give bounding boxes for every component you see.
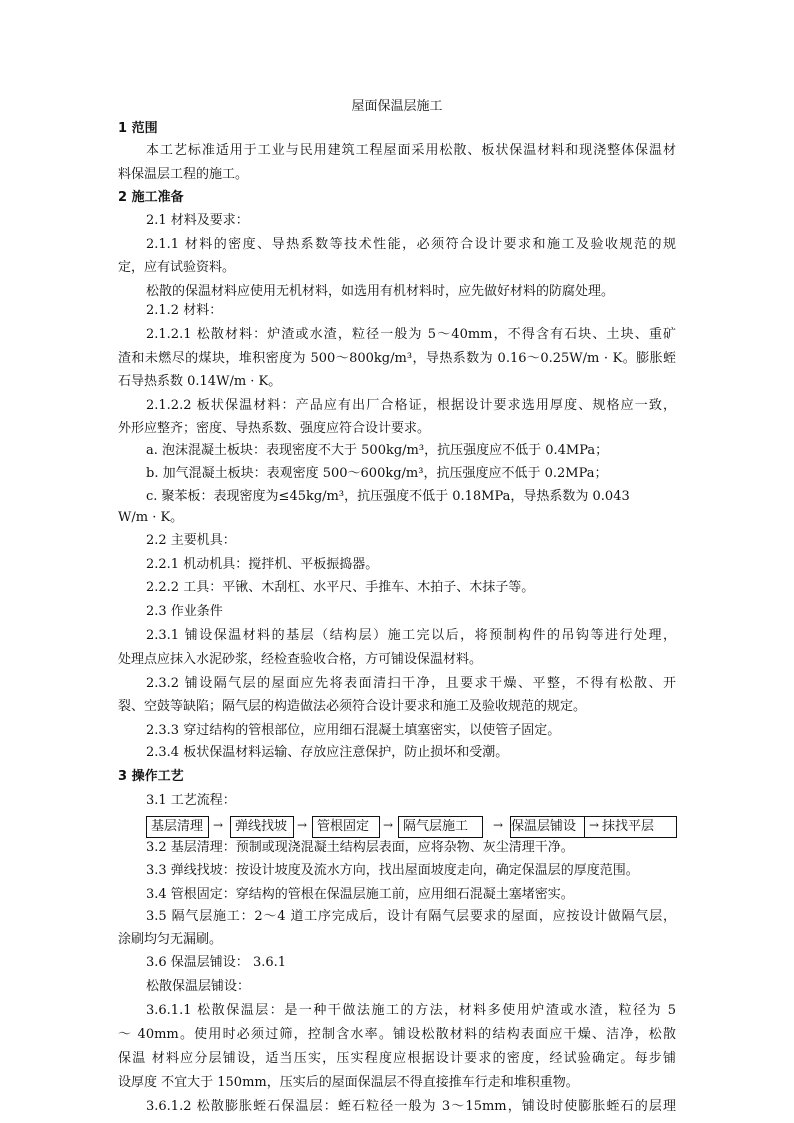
paragraph-line: c. 聚苯板：表现密度为≤45kg/m³，抗压强度不低于 0.18MPa，导热系数为 0.043 <box>146 489 630 504</box>
section-heading: 2 施工准备 <box>118 190 184 205</box>
flow-step-3: 管根固定 <box>312 816 380 838</box>
flow-step-2: 弹线找坡 <box>230 816 294 838</box>
paragraph-line: 2.2 主要机具： <box>146 533 236 548</box>
paragraph-line: 2.3.1 铺设保温材料的基层（结构层）施工完以后，将预制构件的吊钩等进行处理， <box>146 628 676 643</box>
paragraph-line: 2.1.2.1 松散材料：炉渣或水渣，粒径一般为 5～40mm，不得含有石块、土块、重矿 <box>146 327 676 342</box>
arrow-icon: → <box>213 818 224 832</box>
paragraph-line: 裂、空鼓等缺陷；隔气层的构造做法必须符合设计要求和施工及验收规范的规定。 <box>118 699 587 714</box>
arrow-icon: → <box>297 818 308 832</box>
paragraph-line: 石导热系数 0.14W/m · K。 <box>118 374 282 389</box>
paragraph-line: 2.2.2 工具：平锹、木刮杠、水平尺、手推车、木拍子、木抹子等。 <box>146 580 535 595</box>
paragraph-line: 2.1.2 材料： <box>146 303 223 318</box>
paragraph-line: 2.1.2.2 板状保温材料：产品应有出厂合格证，根据设计要求选用厚度、规格应一致， <box>146 398 676 413</box>
paragraph-line: 2.1.1 材料的密度、导热系数等技术性能，必须符合设计要求和施工及验收规范的规 <box>146 237 676 252</box>
paragraph-line: 3.5 隔气层施工：2～4 道工序完成后，设计有隔气层要求的屋面，应按设计做隔气层， <box>146 909 676 924</box>
paragraph-line: 2.3.2 铺设隔气层的屋面应先将表面清扫干净，且要求干燥、平整，不得有松散、开 <box>146 676 676 691</box>
paragraph-line: 3.4 管根固定：穿结构的管根在保温层施工前，应用细石混凝土塞堵密实。 <box>146 887 574 902</box>
paragraph-line: a. 泡沫混凝土板块：表现密度不大于 500kg/m³，抗压强度应不低于 0.4MPa； <box>146 443 609 458</box>
paragraph-line: 处理点应抹入水泥砂浆，经检查验收合格，方可铺设保温材料。 <box>118 652 483 667</box>
arrow-icon: → <box>493 818 504 832</box>
paragraph-line: 3.6.1.1 松散保温层：是一种干做法施工的方法，材料多使用炉渣或水渣，粒径为 5 <box>146 1003 676 1018</box>
page-title: 屋面保温层施工 <box>351 99 443 114</box>
paragraph-line: 3.3 弹线找坡：按设计坡度及流水方向，找出屋面坡度走向，确定保温层的厚度范围。 <box>146 863 639 878</box>
paragraph-line: 3.2 基层清理：预制或现浇混凝土结构层表面，应将杂物、灰尘清理干净。 <box>146 840 574 855</box>
paragraph-line: 本工艺标准适用于工业与民用建筑工程屋面采用松散、板状保温材料和现浇整体保温材 <box>146 143 676 158</box>
paragraph-line: 3.6.1.2 松散膨胀蛭石保温层：蛭石粒径一般为 3～15mm，铺设时使膨胀蛭石的层理 <box>146 1099 676 1114</box>
paragraph-line: 涂刷均匀无漏刷。 <box>118 932 223 947</box>
paragraph-line: 2.2.1 机动机具：搅拌机、平板振捣器。 <box>146 557 379 572</box>
arrow-icon: → <box>589 818 600 832</box>
paragraph-line: ～ 40mm。使用时必须过筛，控制含水率。铺设松散材料的结构表面应干燥、洁净，松散 <box>118 1027 676 1042</box>
paragraph-line: 3.6 保温层铺设： 3.6.1 <box>146 955 287 970</box>
paragraph-line: 料保温层工程的施工。 <box>118 167 249 182</box>
flow-step-6: 抹找平层 <box>562 816 677 838</box>
paragraph-line: b. 加气混凝土板块：表观密度 500～600kg/m³，抗压强度应不低于 0.2MPa； <box>146 466 608 481</box>
paragraph-line: 松散的保温材料应使用无机材料，如选用有机材料时，应先做好材料的防腐处理。 <box>146 284 615 299</box>
paragraph-line: 渣和未燃尽的煤块，堆积密度为 500～800kg/m³，导热系数为 0.16～0.25W/m · K。膨胀蛭 <box>118 351 676 366</box>
section-heading: 3 操作工艺 <box>118 769 184 784</box>
paragraph-line: 2.1 材料及要求： <box>146 213 249 228</box>
paragraph-line: 保温 材料应分层铺设，适当压实，压实程度应根据设计要求的密度，经试验确定。每步铺 <box>118 1051 676 1066</box>
paragraph-line: 定，应有试验资料。 <box>118 260 236 275</box>
paragraph-line: 3.1 工艺流程： <box>146 793 236 808</box>
paragraph-line: 2.3 作业条件 <box>146 604 223 619</box>
paragraph-line: W/m · K。 <box>118 510 184 525</box>
flow-step-4: 隔气层施工 <box>398 816 483 838</box>
paragraph-line: 设厚度 不宜大于 150mm，压实后的屋面保温层不得直接推车行走和堆积重物。 <box>118 1075 579 1090</box>
arrow-icon: → <box>383 818 394 832</box>
section-heading: 1 范围 <box>118 121 158 136</box>
paragraph-line: 外形应整齐；密度、导热系数、强度应符合设计要求。 <box>118 421 431 436</box>
paragraph-line: 2.3.3 穿过结构的管根部位，应用细石混凝土填塞密实，以使管子固定。 <box>146 723 561 738</box>
paragraph-line: 2.3.4 板状保温材料运输、存放应注意保护，防止损坏和受潮。 <box>146 745 509 760</box>
flow-step-1: 基层清理 <box>146 816 209 838</box>
flow-step-5: 保温层铺设 <box>510 816 585 838</box>
paragraph-line: 松散保温层铺设： <box>146 979 251 994</box>
